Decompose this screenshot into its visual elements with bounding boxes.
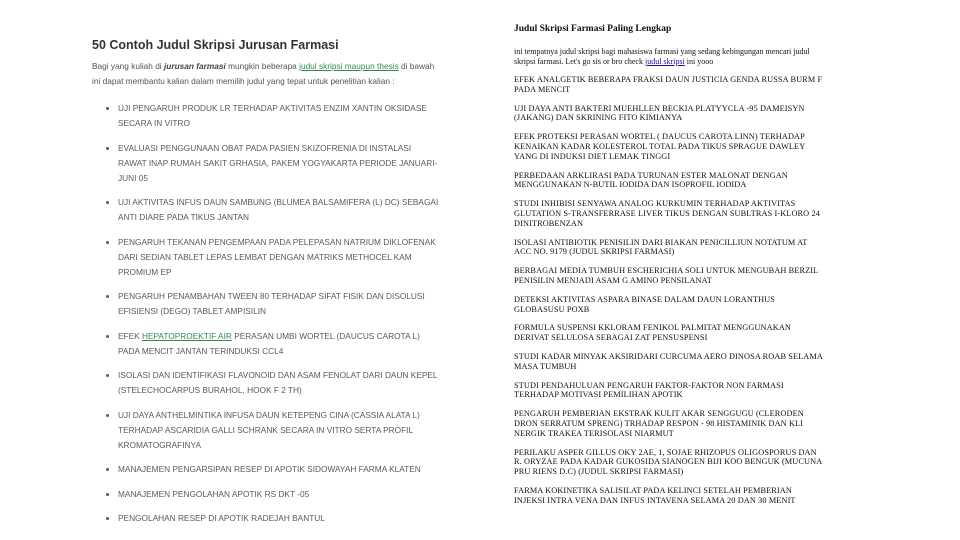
list-item: BERBAGAI MEDIA TUMBUH ESCHERICHIA SOLI UNTUK MENGUBAH BERZIL PENISILIN MENJADI ASAM G AMINO PENSILANAT xyxy=(514,266,818,285)
list-item: • MANAJEMEN PENGARSIPAN RESEP DI APOTIK SIDOWAYAH FARMA KLATEN xyxy=(118,462,442,477)
list-item: PERILAKU ASPER GILLUS OKY 2AE, 1, SOJAE RHIZOPUS OLIGOSPORUS DAN R. ORYZAE PADA KADAR GUKOSIDA SIANOGEN BIJI KOO BENGUK (MUCUNA PRU RIENS D.C) (JUDUL SKRIPSI FARMASI) xyxy=(514,447,822,477)
list-item: STUDI PENDAHULUAN PENGARUH FAKTOR-FAKTOR NON FARMASI TERHADAP MOTIVASI PEMILIHAN APOTIK xyxy=(514,380,784,400)
list-item: • EVALUASI PENGGUNAAN OBAT PADA PASIEN SKIZOFRENIA DI INSTALASI RAWAT INAP RUMAH SAKIT GRHASIA, PAKEM YOGYAKARTA PERIODE JANUARI-JUNI 05 xyxy=(118,141,442,186)
list-item: • UJI DAYA ANTHELMINTIKA INFUSA DAUN KETEPENG CINA (CASSIA ALATA L) TERHADAP ASCARIDIA GALLI SCHRANK SECARA IN VITRO SERTA PROFIL KROMATOGRAFINYA xyxy=(118,408,442,453)
list-item: FARMA KOKINETIKA SALISILAT PADA KELINCI SETELAH PEMBERIAN INJEKSI INTRA VENA DAN INFUS INTAVENA SELAMA 20 DAN 30 MENIT xyxy=(514,485,796,505)
list-item: PERBEDAAN ARKLIRASI PADA TURUNAN ESTER MALONAT DENGAN MENGGUNAKAN N-BUTIL IODIDA DAN ISOPROFIL IODIDA xyxy=(514,170,788,190)
list-item-link[interactable]: HEPATOPROEKTIF AIR xyxy=(141,330,232,341)
right-intro-link[interactable]: judul skripsi xyxy=(644,57,685,66)
left-article-title: 50 Contoh Judul Skripsi Jurusan Farmasi xyxy=(92,38,339,52)
list-item xyxy=(118,329,442,359)
left-intro-link[interactable]: judul skripsi maupun thesis xyxy=(299,61,399,71)
right-intro-text-2: ini yooo xyxy=(684,57,714,66)
left-intro xyxy=(92,59,442,89)
list-item: STUDI KADAR MINYAK AKSIRIDARI CURCUMA AERO DINOSA ROAB SELAMA MASA TUMBUH xyxy=(514,351,823,371)
list-item: PENGARUH PEMBERIAN EKSTRAK KULIT AKAR SENGGUGU (CLERODEN DRON SERRATUM SPRENG) TRHADAP RESPON - 98 HISTAMINIK DAN KLI NERGIK TRAKEA TERISOLASI NIARMUT xyxy=(514,409,804,438)
list-item: STUDI INHIBISI SENYAWA ANALOG KURKUMIN TERHADAP AKTIVITAS GLUTATION S-TRANSFERRASE LIVER TIKUS DENGAN SUBLTRAS I-KLORO 24 DINITROBENZAN xyxy=(514,199,820,228)
list-item: • PENGARUH PENAMBAHAN TWEEN 80 TERHADAP SIFAT FISIK DAN DISOLUSI EFISIENSI (DEGO) TABLET AMPISILIN xyxy=(118,289,442,319)
right-article xyxy=(514,24,824,515)
left-article xyxy=(92,38,442,536)
left-title-list xyxy=(92,101,442,526)
list-item: EFEK PROTEKSI PERASAN WORTEL ( DAUCUS CAROTA LINN) TERHADAP KENAIKAN KADAR KOLESTEROL TOTAL PADA TIKUS SPRAGUE DAWLEY YANG DI INDUKSI DIET LEMAK TINGGI xyxy=(514,132,805,161)
list-item: • ISOLASI DAN IDENTIFIKASI FLAVONOID DAN ASAM FENOLAT DARI DAUN KEPEL (STELECHOCARPUS BURAHOL, HOOK F 2 TH) xyxy=(118,368,442,398)
list-item: FORMULA SUSPENSI KKLORAM FENIKOL PALMITAT MENGGUNAKAN DERIVAT SELULOSA SEBAGAI ZAT PENSUSPENSI xyxy=(514,323,791,343)
list-item: EFEK ANALGETIK BEBERAPA FRAKSI DAUN JUSTICIA GENDA RUSSA BURM F PADA MENCIT xyxy=(514,75,823,94)
list-item: ISOLASI ANTIBIOTIK PENISILIN DARI BIAKAN PENICILLIUN NOTATUM AT ACC NO. 9179 (JUDUL SKRIPSI FARMASI) xyxy=(514,237,808,257)
right-intro xyxy=(514,47,824,67)
left-intro-text-1: Bagi yang kuliah di xyxy=(92,61,164,71)
right-intro-text-1: ini tempatnya judul skripsi bagi mahasiswa farmasi yang sedang kebingungan mencari judul skripsi farmasi. Let's go sis or bro check xyxy=(514,47,810,66)
list-item: • PENGARUH TEKANAN PENGEMPAAN PADA PELEPASAN NATRIUM DIKLOFENAK DARI SEDIAN TABLET LEPAS LEMBAT DENGAN MATRIKS METHOCEL KAM PROMIUM EP xyxy=(118,235,442,280)
list-item: • UJI AKTIVITAS INFUS DAUN SAMBUNG (BLUMEA BALSAMIFERA (L) DC) SEBAGAI ANTI DIARE PADA TIKUS JANTAN xyxy=(118,195,442,225)
right-article-title: Judul Skripsi Farmasi Paling Lengkap xyxy=(514,24,672,34)
list-item: • PENGOLAHAN RESEP DI APOTIK RADEJAH BANTUL xyxy=(118,511,442,526)
left-intro-text-3: di bawah ini dapat membantu kalian dalam memilih judul yang tepat untuk penelitian kalian : xyxy=(92,61,435,86)
left-intro-bold: jurusan farmasi xyxy=(163,61,226,71)
list-item-text-pre: EFEK xyxy=(118,330,142,341)
right-title-list xyxy=(514,75,824,506)
list-item: • UJI PENGARUH PRODUK LR TERHADAP AKTIVITAS ENZIM XANTIN OKSIDASE SECARA IN VITRO xyxy=(118,101,442,131)
list-item: UJI DAYA ANTI BAKTERI MUEHLLEN BECKIA PLATYYCLA -95 DAMEISYN (JAKANG) DAN SKRINING FITO KIMIANYA xyxy=(514,103,805,123)
list-item: DETEKSI AKTIVITAS ASPARA BINASE DALAM DAUN LORANTHUS GLOBASUSU POXB xyxy=(514,294,775,314)
left-intro-text-2: mungkin beberapa xyxy=(225,61,300,71)
list-item: • MANAJEMEN PENGOLAHAN APOTIK RS DKT -05 xyxy=(118,487,442,502)
list-item-text-post: PERASAN UMBI WORTEL (DAUCUS CAROTA L) PADA MENCIT JANTAN TERINDUKSI CCL4 xyxy=(118,330,420,356)
